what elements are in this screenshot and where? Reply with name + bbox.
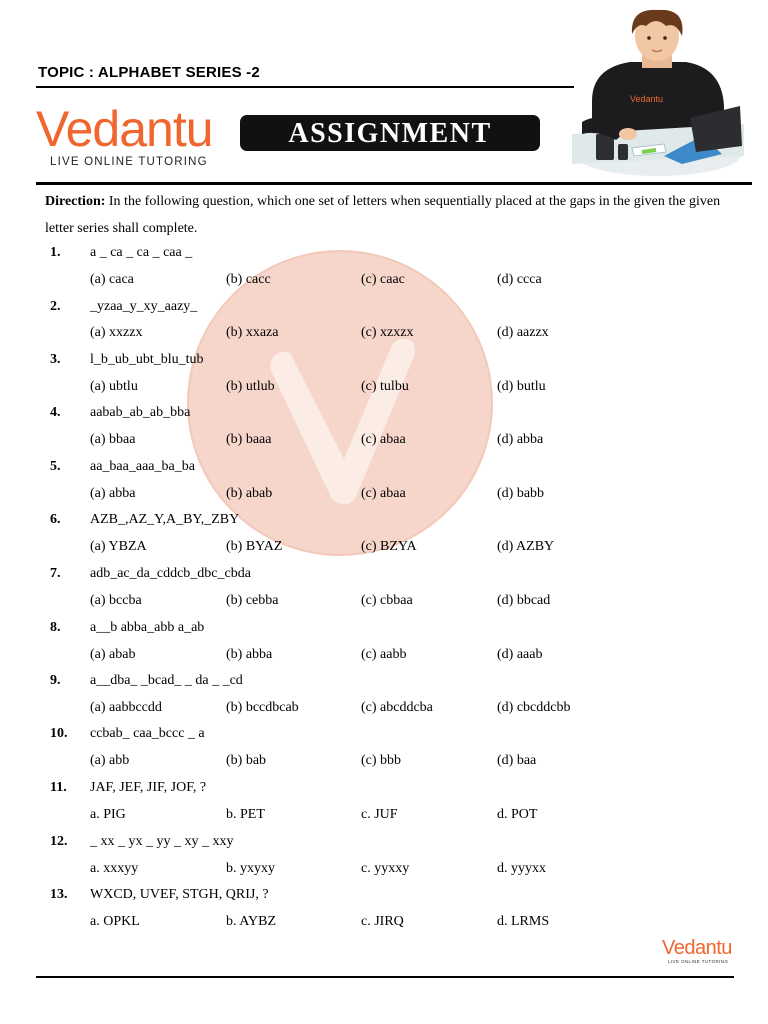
option-b: (b) bab [226, 753, 267, 768]
question-text: _ xx _ yx _ yy _ xy _ xxy [90, 834, 234, 849]
question-number: 2. [50, 299, 61, 314]
option-c: (c) caac [361, 272, 405, 287]
option-a: a. OPKL [90, 914, 140, 929]
option-d: (d) ccca [497, 272, 542, 287]
option-a: (a) abb [90, 753, 130, 768]
question-number: 1. [50, 245, 61, 260]
option-a: (a) abba [90, 486, 136, 501]
option-c: c. yyxxy [361, 861, 410, 876]
vedantu-logo [36, 101, 226, 174]
option-c: (c) tulbu [361, 379, 409, 394]
question-text: aa_baa_aaa_ba_ba [90, 459, 195, 474]
question-number: 12. [50, 834, 68, 849]
topic-title: TOPIC : ALPHABET SERIES -2 [38, 64, 260, 81]
option-a: (a) abab [90, 647, 136, 662]
option-b: (b) cebba [226, 593, 279, 608]
option-b: (b) xxaza [226, 325, 279, 340]
option-a: (a) ubtlu [90, 379, 138, 394]
option-a: a. xxxyy [90, 861, 139, 876]
logo-wordmark: Vedantu [36, 101, 213, 157]
option-c: c. JIRQ [361, 914, 404, 929]
direction-label: Direction: [45, 194, 106, 209]
option-a: (a) xxzzx [90, 325, 143, 340]
option-c: (c) bbb [361, 753, 402, 768]
option-d: (d) aaab [497, 647, 543, 662]
option-a: (a) caca [90, 272, 134, 287]
question-text: JAF, JEF, JIF, JOF, ? [90, 780, 207, 795]
option-d: (d) AZBY [497, 539, 555, 554]
question-text: ccbab_ caa_bccc _ a [90, 726, 205, 741]
option-a: (a) bbaa [90, 432, 136, 447]
shirt-logo: Vedantu [630, 94, 664, 104]
question-text: a _ ca _ ca _ caa _ [90, 245, 193, 260]
question-text: a__dba_ _bcad_ _ da _ _cd [90, 673, 243, 688]
option-d: (d) baa [497, 753, 537, 768]
section-divider [36, 182, 752, 185]
option-a: a. PIG [90, 807, 126, 822]
option-b: (b) abab [226, 486, 273, 501]
footer-logo-tagline: LIVE ONLINE TUTORING [668, 959, 729, 964]
option-b: b. yxyxy [226, 861, 275, 876]
header-divider [36, 86, 574, 88]
question-text: a__b abba_abb a_ab [90, 620, 205, 635]
question-text: aabab_ab_ab_bba [90, 405, 191, 420]
option-d: d. yyyxx [497, 861, 546, 876]
direction-body: In the following question, which one set of letters when sequentially placed at the gaps in the given the given letter series shall complete. [45, 194, 721, 236]
question-number: 9. [50, 673, 61, 688]
question-number: 8. [50, 620, 61, 635]
option-c: (c) BZYA [361, 539, 417, 554]
option-c: (c) abcddcba [361, 700, 433, 715]
question-number: 3. [50, 352, 61, 367]
question-number: 5. [50, 459, 61, 474]
footer-logo-wordmark: Vedantu [662, 937, 732, 959]
question-number: 7. [50, 566, 61, 581]
footer-divider [36, 976, 734, 978]
option-a: (a) aabbccdd [90, 700, 162, 715]
option-b: b. PET [226, 807, 265, 822]
assignment-banner: ASSIGNMENT [240, 115, 540, 151]
option-d: (d) cbcddcbb [497, 700, 571, 715]
question-text: WXCD, UVEF, STGH, QRIJ, ? [90, 887, 269, 902]
logo-tagline: LIVE ONLINE TUTORING [50, 156, 208, 168]
option-c: (c) abaa [361, 486, 406, 501]
option-d: (d) butlu [497, 379, 546, 394]
question-text: _yzaa_y_xy_aazy_ [90, 299, 198, 314]
option-c: (c) abaa [361, 432, 406, 447]
option-b: (b) utlub [226, 379, 275, 394]
option-b: (b) BYAZ [226, 539, 283, 554]
option-b: (b) bccdbcab [226, 700, 299, 715]
option-c: (c) xzxzx [361, 325, 414, 340]
question-text: AZB_,AZ_Y,A_BY,_ZBY [90, 512, 240, 527]
option-d: (d) bbcad [497, 593, 551, 608]
option-c: (c) aabb [361, 647, 407, 662]
direction-text [45, 188, 735, 242]
question-text: adb_ac_da_cddcb_dbc_cbda [90, 566, 251, 581]
question-number: 10. [50, 726, 68, 741]
question-number: 11. [50, 780, 67, 795]
option-b: (b) baaa [226, 432, 272, 447]
option-b: (b) abba [226, 647, 273, 662]
option-c: c. JUF [361, 807, 398, 822]
question-number: 13. [50, 887, 68, 902]
question-text: l_b_ub_ubt_blu_tub [90, 352, 204, 367]
option-d: d. LRMS [497, 914, 550, 929]
option-b: (b) cacc [226, 272, 271, 287]
option-d: (d) aazzx [497, 325, 549, 340]
student-at-laptop-illustration [572, 6, 744, 178]
question-number: 4. [50, 405, 61, 420]
option-b: b. AYBZ [226, 914, 277, 929]
option-d: d. POT [497, 807, 538, 822]
question-number: 6. [50, 512, 61, 527]
option-c: (c) cbbaa [361, 593, 413, 608]
option-a: (a) bccba [90, 593, 142, 608]
footer-vedantu-logo [662, 938, 732, 968]
option-a: (a) YBZA [90, 539, 147, 554]
option-d: (d) abba [497, 432, 544, 447]
option-d: (d) babb [497, 486, 545, 501]
